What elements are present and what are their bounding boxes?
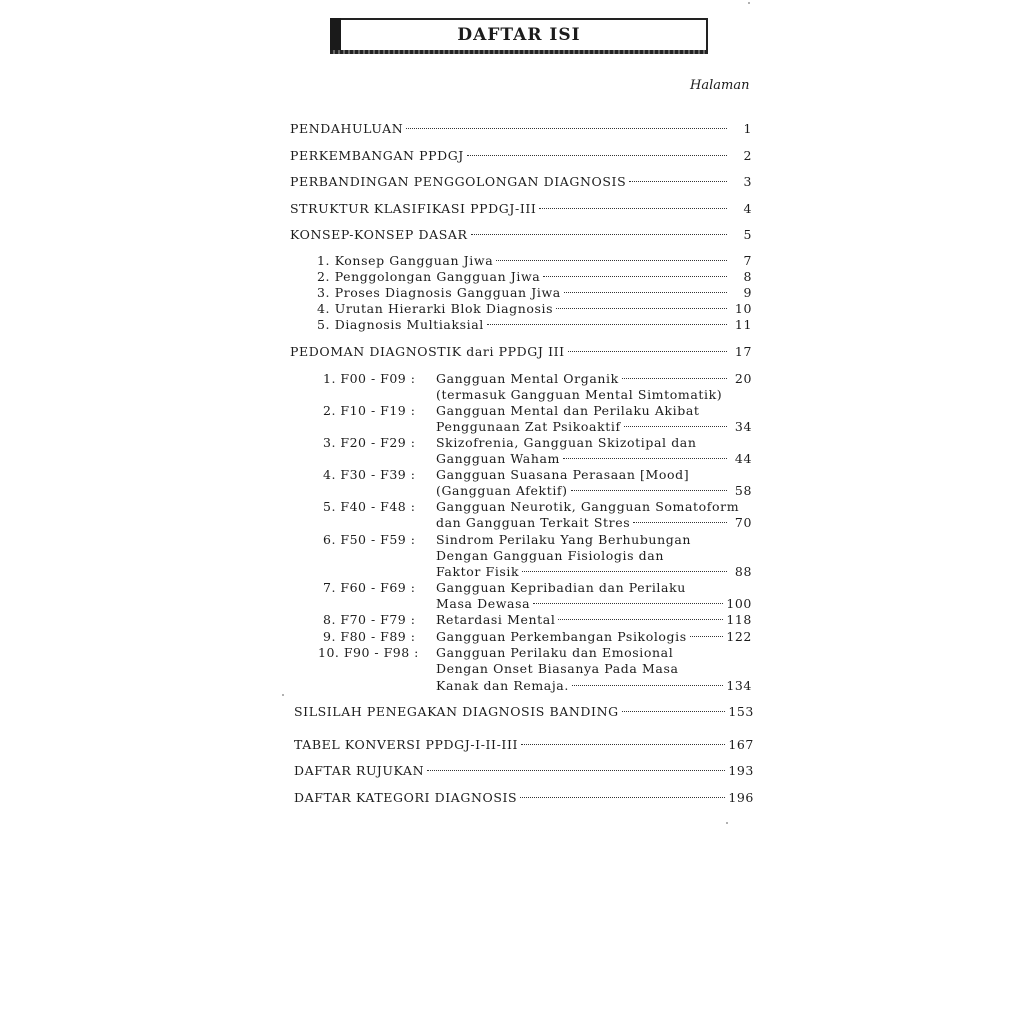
toc-entry-label: TABEL KONVERSI PPDGJ-I-II-III [294, 737, 519, 752]
category-label-continued: Gangguan Waham [436, 451, 560, 466]
toc-subentry [317, 269, 752, 285]
toc-entry-page: 7 [743, 253, 752, 268]
dot-leader [406, 128, 727, 129]
category-entry [436, 419, 752, 435]
dot-leader [539, 208, 727, 209]
toc-entry-label: KONSEP-KONSEP DASAR [290, 227, 468, 242]
category-page: 58 [734, 483, 752, 498]
dot-leader [520, 797, 725, 798]
toc-entry-silsilah [294, 704, 754, 720]
dot-leader [622, 711, 726, 712]
toc-entry-label: STRUKTUR KLASIFIKASI PPDGJ-III [290, 201, 537, 216]
category-label-continued: Penggunaan Zat Psikoaktif [436, 419, 621, 434]
category-label-continued: Kanak dan Remaja. [436, 678, 569, 693]
category-code: 3. F20 - F29 : [323, 435, 416, 450]
toc-subentry [317, 317, 752, 333]
toc-entry-label: 4. Urutan Hierarki Blok Diagnosis [317, 301, 554, 316]
dot-leader [563, 458, 727, 459]
category-page: 44 [734, 451, 752, 466]
dot-leader [558, 619, 723, 620]
dot-leader [496, 260, 727, 261]
paper-speck [748, 2, 750, 4]
title-box [330, 18, 708, 54]
toc-entry-label: 2. Penggolongan Gangguan Jiwa [317, 269, 541, 284]
dot-leader [624, 426, 727, 427]
dot-leader [556, 308, 727, 309]
toc-entry-struktur [290, 201, 752, 217]
toc-entry-label: PEDOMAN DIAGNOSTIK dari PPDGJ III [290, 344, 565, 359]
toc-entry-pedoman [290, 344, 752, 360]
category-page: 100 [726, 596, 752, 611]
category-label: Gangguan Mental dan Perilaku Akibat [436, 403, 700, 418]
dot-leader [629, 181, 727, 182]
dot-leader [522, 571, 727, 572]
category-entry [436, 629, 752, 645]
toc-subentry [317, 285, 752, 301]
category-page: 134 [726, 678, 752, 693]
paper-speck [282, 694, 284, 696]
category-label: Gangguan Suasana Perasaan [Mood] [436, 467, 690, 482]
toc-entry-tabel-konversi [294, 737, 754, 753]
toc-entry-label: 3. Proses Diagnosis Gangguan Jiwa [317, 285, 561, 300]
toc-subentry [317, 253, 752, 269]
category-code: 7. F60 - F69 : [323, 580, 416, 595]
page-title: DAFTAR ISI [457, 25, 581, 45]
dot-leader [543, 276, 727, 277]
dot-leader [564, 292, 727, 293]
category-label: Gangguan Perkembangan Psikologis [436, 629, 687, 644]
toc-entry-label: PERBANDINGAN PENGGOLONGAN DIAGNOSIS [290, 174, 627, 189]
category-label-continued: (Gangguan Afektif) [436, 483, 568, 498]
toc-entry-page: 9 [743, 285, 752, 300]
toc-entry-pendahuluan [290, 121, 752, 137]
category-entry [436, 451, 752, 467]
category-code: 4. F30 - F39 : [323, 467, 416, 482]
toc-subentry [317, 301, 752, 317]
category-entry [436, 515, 752, 531]
toc-entry-page: 167 [728, 737, 754, 752]
category-entry [436, 596, 752, 612]
dot-leader [471, 234, 727, 235]
toc-entry-label: PENDAHULUAN [290, 121, 404, 136]
category-label: Gangguan Perilaku dan Emosional [436, 645, 674, 660]
category-code: 8. F70 - F79 : [323, 612, 416, 627]
category-label-continued: dan Gangguan Terkait Stres [436, 515, 631, 530]
toc-entry-page: 4 [743, 201, 752, 216]
dot-leader [533, 603, 723, 604]
toc-entry-page: 11 [734, 317, 752, 332]
category-page: 34 [734, 419, 752, 434]
category-page: 20 [734, 371, 752, 386]
toc-entry-page: 153 [728, 704, 754, 719]
toc-entry-page: 193 [728, 763, 754, 778]
dot-leader [572, 685, 723, 686]
category-label-continued: Masa Dewasa [436, 596, 531, 611]
category-label: Gangguan Kepribadian dan Perilaku [436, 580, 686, 595]
toc-entry-perkembangan [290, 148, 752, 164]
dot-leader [571, 490, 727, 491]
category-label-continued: Dengan Gangguan Fisiologis dan [436, 548, 664, 563]
category-code: 2. F10 - F19 : [323, 403, 416, 418]
toc-entry-konsep [290, 227, 752, 243]
toc-entry-page: 3 [743, 174, 752, 189]
category-entry [436, 564, 752, 580]
category-entry [436, 371, 752, 387]
category-label-continued: Faktor Fisik [436, 564, 520, 579]
toc-entry-page: 5 [743, 227, 752, 242]
toc-entry-page: 1 [743, 121, 752, 136]
category-page: 122 [726, 629, 752, 644]
category-code: 5. F40 - F48 : [323, 499, 416, 514]
category-page: 70 [734, 515, 752, 530]
category-label: Retardasi Mental [436, 612, 556, 627]
category-label: Skizofrenia, Gangguan Skizotipal dan [436, 435, 697, 450]
toc-entry-label: 5. Diagnosis Multiaksial [317, 317, 484, 332]
toc-entry-label: 1. Konsep Gangguan Jiwa [317, 253, 494, 268]
category-entry [436, 612, 752, 628]
category-page: 88 [734, 564, 752, 579]
dot-leader [467, 155, 727, 156]
dot-leader [690, 636, 724, 637]
category-label: Gangguan Neurotik, Gangguan Somatoform [436, 499, 740, 514]
category-label-continued: Dengan Onset Biasanya Pada Masa [436, 661, 679, 676]
category-entry [436, 483, 752, 499]
toc-entry-daftar-kategori [294, 790, 754, 806]
category-label-continued: (termasuk Gangguan Mental Simtomatik) [436, 387, 723, 402]
toc-entry-page: 2 [743, 148, 752, 163]
category-entry [436, 678, 752, 694]
dot-leader [568, 351, 727, 352]
dot-leader [521, 744, 725, 745]
title-box-shadow-bottom [330, 50, 708, 54]
toc-entry-label: PERKEMBANGAN PPDGJ [290, 148, 464, 163]
category-label: Gangguan Mental Organik [436, 371, 619, 386]
toc-entry-label: DAFTAR KATEGORI DIAGNOSIS [294, 790, 518, 805]
category-code: 10. F90 - F98 : [318, 645, 419, 660]
toc-entry-label: SILSILAH PENEGAKAN DIAGNOSIS BANDING [294, 704, 619, 719]
dot-leader [427, 770, 725, 771]
toc-entry-page: 10 [734, 301, 752, 316]
toc-entry-page: 17 [734, 344, 752, 359]
paper-speck [726, 822, 728, 824]
page-column-label: Halaman [690, 78, 750, 93]
toc-entry-page: 8 [743, 269, 752, 284]
dot-leader [487, 324, 727, 325]
toc-entry-daftar-rujukan [294, 763, 754, 779]
dot-leader [633, 522, 727, 523]
category-page: 118 [726, 612, 752, 627]
toc-entry-page: 196 [728, 790, 754, 805]
category-code: 9. F80 - F89 : [323, 629, 416, 644]
category-code: 1. F00 - F09 : [323, 371, 416, 386]
dot-leader [622, 378, 727, 379]
toc-entry-label: DAFTAR RUJUKAN [294, 763, 425, 778]
toc-entry-perbandingan [290, 174, 752, 190]
category-label: Sindrom Perilaku Yang Berhubungan [436, 532, 692, 547]
category-code: 6. F50 - F59 : [323, 532, 416, 547]
